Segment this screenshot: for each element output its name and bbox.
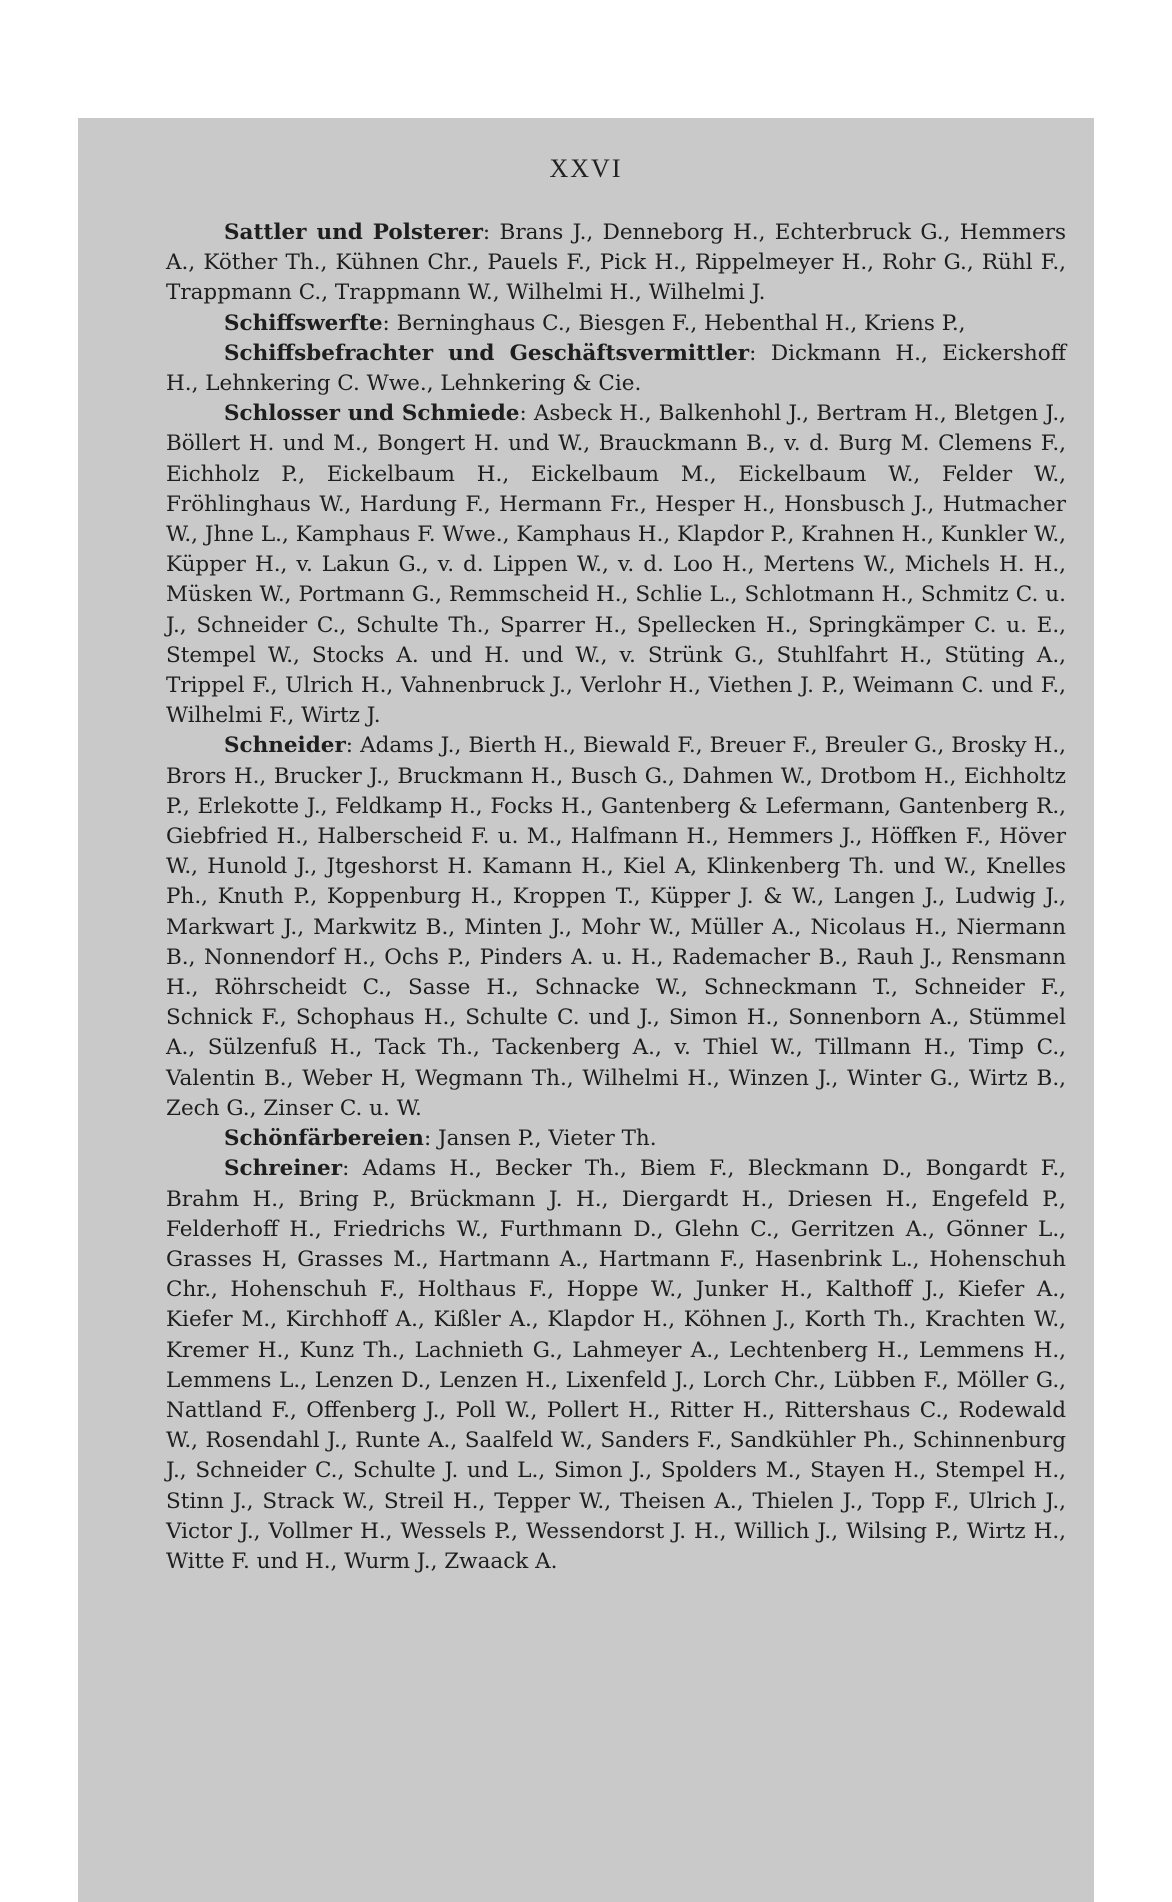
entry-schneider: Schneider: Adams J., Bierth H., Biewald F., Breuer F., Breuler G., Brosky H., Brors H., Brucker J., Bruckmann H., Busch G., Dahmen W., Drotbom H., Eichholtz P., Erlekotte J., Feldkamp H., Focks H., Gantenberg & Lefermann, Gantenberg R., Giebfried H., Halberscheid F. u. M., Halfmann H., Hemmers J., Höffken F., Höver W., Hunold J., Jtgeshorst H. Kamann H., Kiel A, Klinkenberg Th. und W., Knelles Ph., Knuth P., Koppenburg H., Kroppen T., Küpper J. & W., Langen J., Ludwig J., Markwart J., Markwitz B., Minten J., Mohr W., Müller A., Nicolaus H., Niermann B., Nonnendorf H., Ochs P., Pinders A. u. H., Rademacher B., Rauh J., Rensmann H., Röhrscheidt C., Sasse H., Schnacke W., Schneckmann T., Schneider F., Schnick F., Schophaus H., Schulte C. und J., Simon H., Sonnenborn A., Stümmel A., Sülzenfuß H., Tack Th., Tackenberg A., v. Thiel W., Tillmann H., Timp C., Valentin B., Weber H, Wegmann Th., Wilhelmi H., Winzen J., Winter G., Wirtz B., Zech G., Zinser C. u. W.	[166, 733, 1066, 1121]
entry-heading: Sattler und Polsterer	[224, 220, 483, 245]
entry-names: Brans J., Denneborg H., Echterbruck G., Hemmers A., Köther Th., Kühnen Chr., Pauels F., Pick H., Rippelmeyer H., Rohr G., Rühl F., Trappmann C., Trappmann W., Wilhelmi H., Wilhelmi J.	[166, 220, 1067, 306]
entry-heading: Schiffswerfte	[224, 310, 383, 336]
page-number: XXVI	[549, 154, 623, 183]
directory-text	[166, 218, 1066, 1577]
entry-sattler: Sattler und Polsterer: Brans J., Denneborg H., Echterbruck G., Hemmers A., Köther Th., Kühnen Chr., Pauels F., Pick H., Rippelmeyer H., Rohr G., Rühl F., Trappmann C., Trappmann W., Wilhelmi H., Wilhelmi J.	[166, 220, 1067, 306]
entry-schoenfaerbereien: Schönfärbereien: Jansen P., Vieter Th.	[224, 1126, 657, 1152]
entry-heading: Schiffsbefrachter und Geschäftsvermittler	[224, 340, 750, 366]
scanned-page	[78, 118, 1094, 1902]
entry-heading: Schlosser und Schmiede	[224, 401, 520, 427]
entry-names: Asbeck H., Balkenhohl J., Bertram H., Bletgen J., Böllert H. und M., Bongert H. und W., Brauckmann B., v. d. Burg M. Clemens F., Eichholz P., Eickelbaum H., Eickelbaum M., Eickelbaum W., Felder W., Fröhlinghaus W., Hardung F., Hermann Fr., Hesper H., Honsbusch J., Hutmacher W., Jhne L., Kamphaus F. Wwe., Kamphaus H., Klapdor P., Krahnen H., Kunkler W., Küpper H., v. Lakun G., v. d. Lippen W., v. d. Loo H., Mertens W., Michels H. H., Müsken W., Portmann G., Remmscheid H., Schlie L., Schlotmann H., Schmitz C. u. J., Schneider C., Schulte Th., Sparrer H., Spellecken H., Springkämper C. u. E., Stempel W., Stocks A. und H. und W., v. Strünk G., Stuhlfahrt H., Stüting A., Trippel F., Ulrich H., Vahnenbruck J., Verlohr H., Viethen J. P., Weimann C. und F., Wilhelmi F., Wirtz J.	[166, 401, 1067, 729]
entry-heading: Schreiner	[224, 1156, 343, 1182]
entry-names: Adams J., Bierth H., Biewald F., Breuer F., Breuler G., Brosky H., Brors H., Brucker J., Bruckmann H., Busch G., Dahmen W., Drotbom H., Eichholtz P., Erlekotte J., Feldkamp H., Focks H., Gantenberg & Lefermann, Gantenberg R., Giebfried H., Halberscheid F. u. M., Halfmann H., Hemmers J., Höffken F., Höver W., Hunold J., Jtgeshorst H. Kamann H., Kiel A, Klinkenberg Th. und W., Knelles Ph., Knuth P., Koppenburg H., Kroppen T., Küpper J. & W., Langen J., Ludwig J., Markwart J., Markwitz B., Minten J., Mohr W., Müller A., Nicolaus H., Niermann B., Nonnendorf H., Ochs P., Pinders A. u. H., Rademacher B., Rauh J., Rensmann H., Röhrscheidt C., Sasse H., Schnacke W., Schneckmann T., Schneider F., Schnick F., Schophaus H., Schulte C. und J., Simon H., Sonnenborn A., Stümmel A., Sülzenfuß H., Tack Th., Tackenberg A., v. Thiel W., Tillmann H., Timp C., Valentin B., Weber H, Wegmann Th., Wilhelmi H., Winzen J., Winter G., Wirtz B., Zech G., Zinser C. u. W.	[166, 733, 1066, 1121]
entry-schiffswerfte: Schiffswerfte: Berninghaus C., Biesgen F., Hebenthal H., Kriens P.,	[224, 310, 966, 336]
entry-heading: Schönfärbereien	[224, 1126, 424, 1152]
entry-schiffsbefrachter: Schiffsbefrachter und Geschäftsvermittler: Dickmann H., Eickershoff H., Lehnkering C. Wwe., Lehnkering & Cie.	[166, 340, 1066, 397]
entry-names: Dickmann H., Eickershoff H., Lehnkering C. Wwe., Lehnkering & Cie.	[166, 340, 1066, 397]
entry-heading: Schneider	[224, 733, 346, 759]
entry-names: Jansen P., Vieter Th.	[438, 1126, 657, 1152]
entry-schreiner: Schreiner: Adams H., Becker Th., Biem F., Bleckmann D., Bongardt F., Brahm H., Bring P., Brückmann J. H., Diergardt H., Driesen H., Engefeld P., Felderhoff H., Friedrichs W., Furthmann D., Glehn C., Gerritzen A., Gönner L., Grasses H, Grasses M., Hartmann A., Hartmann F., Hasenbrink L., Hohenschuh Chr., Hohenschuh F., Holthaus F., Hoppe W., Junker H., Kalthoff J., Kiefer A., Kiefer M., Kirchhoff A., Kißler A., Klapdor H., Köhnen J., Korth Th., Krachten W., Kremer H., Kunz Th., Lachnieth G., Lahmeyer A., Lechtenberg H., Lemmens H., Lemmens L., Lenzen D., Lenzen H., Lixenfeld J., Lorch Chr., Lübben F., Möller G., Nattland F., Offenberg J., Poll W., Pollert H., Ritter H., Rittershaus C., Rodewald W., Rosendahl J., Runte A., Saalfeld W., Sanders F., Sandkühler Ph., Schinnenburg J., Schneider C., Schulte J. und L., Simon J., Spolders M., Stayen H., Stempel H., Stinn J., Strack W., Streil H., Tepper W., Theisen A., Thielen J., Topp F., Ulrich J., Victor J., Vollmer H., Wessels P., Wessendorst J. H., Willich J., Wilsing P., Wirtz H., Witte F. und H., Wurm J., Zwaack A.	[166, 1156, 1066, 1574]
entry-names: Berninghaus C., Biesgen F., Hebenthal H., Kriens P.,	[396, 310, 966, 336]
entry-schlosser: Schlosser und Schmiede: Asbeck H., Balkenhohl J., Bertram H., Bletgen J., Böllert H. und M., Bongert H. und W., Brauckmann B., v. d. Burg M. Clemens F., Eichholz P., Eickelbaum H., Eickelbaum M., Eickelbaum W., Felder W., Fröhlinghaus W., Hardung F., Hermann Fr., Hesper H., Honsbusch J., Hutmacher W., Jhne L., Kamphaus F. Wwe., Kamphaus H., Klapdor P., Krahnen H., Kunkler W., Küpper H., v. Lakun G., v. d. Lippen W., v. d. Loo H., Mertens W., Michels H. H., Müsken W., Portmann G., Remmscheid H., Schlie L., Schlotmann H., Schmitz C. u. J., Schneider C., Schulte Th., Sparrer H., Spellecken H., Springkämper C. u. E., Stempel W., Stocks A. und H. und W., v. Strünk G., Stuhlfahrt H., Stüting A., Trippel F., Ulrich H., Vahnenbruck J., Verlohr H., Viethen J. P., Weimann C. und F., Wilhelmi F., Wirtz J.	[166, 401, 1067, 729]
entry-names: Adams H., Becker Th., Biem F., Bleckmann D., Bongardt F., Brahm H., Bring P., Brückmann J. H., Diergardt H., Driesen H., Engefeld P., Felderhoff H., Friedrichs W., Furthmann D., Glehn C., Gerritzen A., Gönner L., Grasses H, Grasses M., Hartmann A., Hartmann F., Hasenbrink L., Hohenschuh Chr., Hohenschuh F., Holthaus F., Hoppe W., Junker H., Kalthoff J., Kiefer A., Kiefer M., Kirchhoff A., Kißler A., Klapdor H., Köhnen J., Korth Th., Krachten W., Kremer H., Kunz Th., Lachnieth G., Lahmeyer A., Lechtenberg H., Lemmens H., Lemmens L., Lenzen D., Lenzen H., Lixenfeld J., Lorch Chr., Lübben F., Möller G., Nattland F., Offenberg J., Poll W., Pollert H., Ritter H., Rittershaus C., Rodewald W., Rosendahl J., Runte A., Saalfeld W., Sanders F., Sandkühler Ph., Schinnenburg J., Schneider C., Schulte J. und L., Simon J., Spolders M., Stayen H., Stempel H., Stinn J., Strack W., Streil H., Tepper W., Theisen A., Thielen J., Topp F., Ulrich J., Victor J., Vollmer H., Wessels P., Wessendorst J. H., Willich J., Wilsing P., Wirtz H., Witte F. und H., Wurm J., Zwaack A.	[166, 1156, 1066, 1574]
